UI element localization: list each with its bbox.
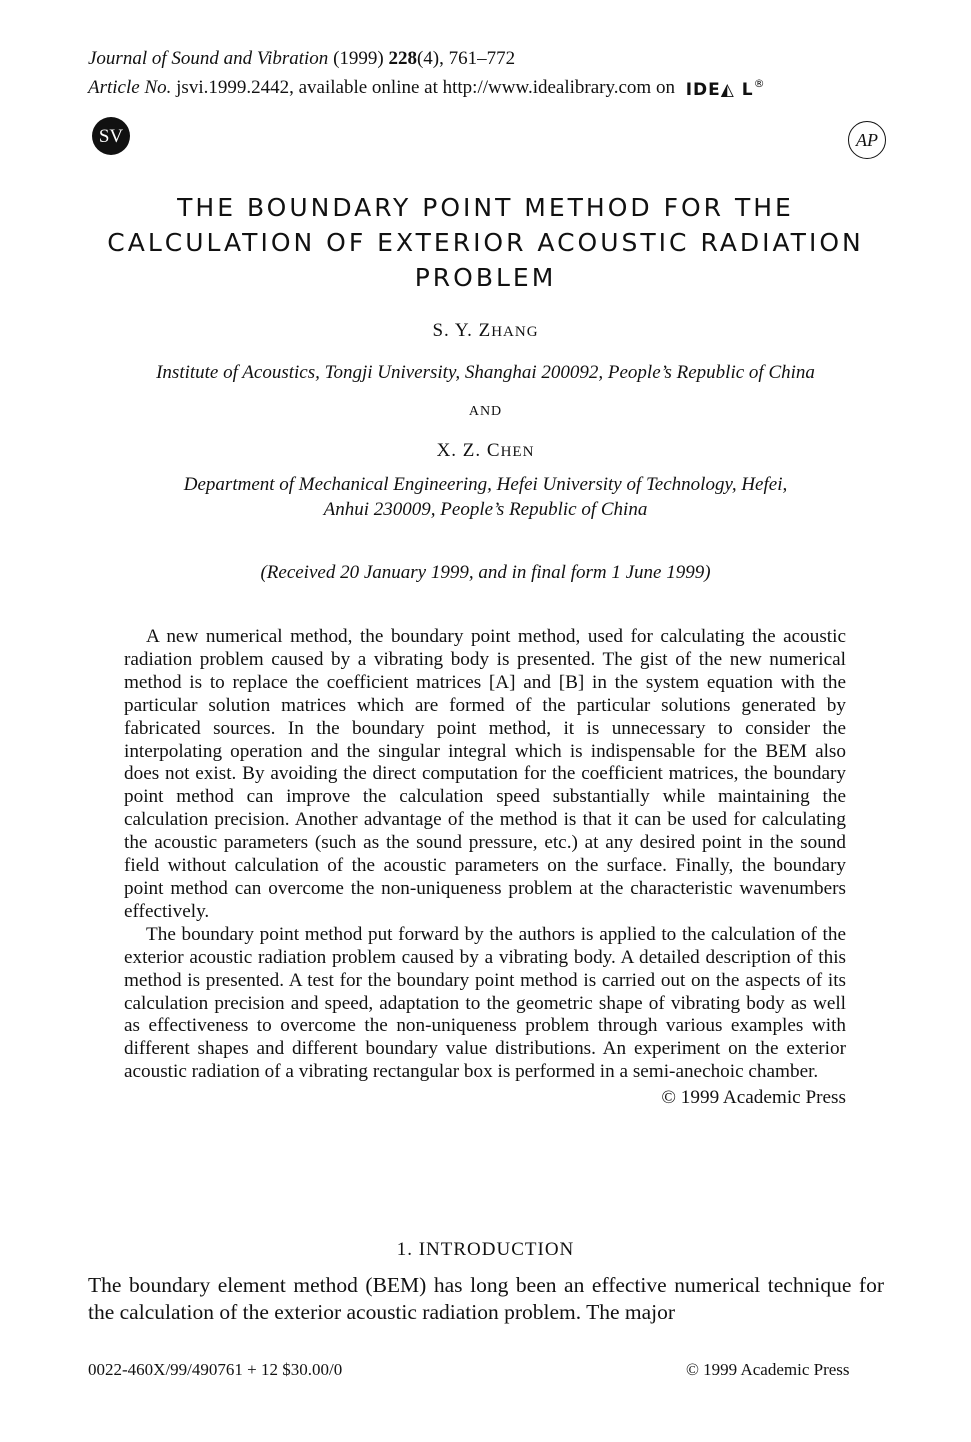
and-separator: AND xyxy=(468,404,503,419)
sv-publisher-logo: SV xyxy=(92,117,130,155)
ideal-logo-text: IDE◭ L xyxy=(685,80,754,100)
abstract-paragraph-2: The boundary point method put forward by the authors is applied to the calculation of the exterior acoustic radiation problem caused by a vibrating body. A detailed description of this method is presented. A test for the boundary point method is carried out on the aspects of its calculation precision and speed, adaptation to the geometric shape of vibrating body as well as effectiveness to overcome the non-uniqueness problem through various examples with different shapes and different boundary value distributions. An experiment on the exterior acoustic radiation of a vibrating rectangular box is performed in a semi-anechoic chamber. xyxy=(124,923,846,1083)
author-2-affiliation-line-1: Department of Mechanical Engineering, Hefei University of Technology, Hefei, xyxy=(183,474,788,495)
abstract xyxy=(124,626,846,1110)
author-1 xyxy=(60,320,911,342)
journal-name: Journal of Sound and Vibration xyxy=(88,48,329,69)
title-line-3: PROBLEM xyxy=(414,263,557,292)
registered-mark: ® xyxy=(753,77,766,90)
journal-volume: 228 xyxy=(388,48,417,69)
article-info: jsvi.1999.2442, available online at http://www.idealibrary.com on xyxy=(176,77,675,98)
ideal-logo xyxy=(686,71,766,103)
journal-header xyxy=(88,46,766,103)
author-2-surname: HEN xyxy=(500,444,535,460)
author-2-affiliation-line-2: Anhui 230009, People’s Republic of China xyxy=(323,499,648,520)
citation-line xyxy=(88,46,766,71)
footer-copyright: © 1999 Academic Press xyxy=(686,1360,850,1379)
received-dates: (Received 20 January 1999, and in final form 1 June 1999) xyxy=(260,562,711,583)
author-2-affiliation xyxy=(60,472,911,522)
abstract-paragraph-1: A new numerical method, the boundary point method, used for calculating the acoustic radiation problem caused by a vibrating body is presented. The gist of the new numerical method is to replace the coefficient matrices [A] and [B] in the system equation with the particular solution matrices which are formed of the particular solutions generated by fabricated sources. In the boundary point method, it is unnecessary to consider the interpolating operation and the singular integral which is indispensable for the BEM also does not exist. By avoiding the direct computation for the coefficient matrices, the boundary point method can improve the calculation speed substantially while maintaining the calculation precision. Another advantage of the method is that it can be used for calculating the acoustic parameters (such as the sound pressure, etc.) at any desired point in the sound field without calculation of the acoustic parameters on the surface. Finally, the boundary point method can overcome the non-uniqueness problem at the characteristic wavenumbers effectively. xyxy=(124,626,846,922)
author-2 xyxy=(60,440,911,462)
author-1-surname: HANG xyxy=(491,324,539,340)
title-line-2: CALCULATION OF EXTERIOR ACOUSTIC RADIATION xyxy=(107,228,864,257)
author-1-initials: S. Y. Z xyxy=(432,320,492,341)
article-label: Article No. xyxy=(88,77,172,98)
abstract-copyright: © 1999 Academic Press xyxy=(661,1087,846,1109)
author-2-initials: X. Z. C xyxy=(436,440,501,461)
author-1-affiliation: Institute of Acoustics, Tongji University, Shanghai 200092, People’s Republic of China xyxy=(156,362,815,383)
journal-year: (1999) xyxy=(333,48,384,69)
paper-title xyxy=(60,190,911,295)
introduction-text: The boundary element method (BEM) has long been an effective numerical technique for the calculation of the exterior acoustic radiation problem. The major xyxy=(88,1273,884,1324)
ap-publisher-logo: AP xyxy=(848,121,886,159)
section-heading: 1. INTRODUCTION xyxy=(396,1239,575,1260)
article-line xyxy=(88,71,766,103)
journal-issue-pages: (4), 761–772 xyxy=(416,48,516,69)
footer-code: 0022-460X/99/490761 + 12 $30.00/0 xyxy=(88,1360,343,1379)
title-line-1: THE BOUNDARY POINT METHOD FOR THE xyxy=(177,193,794,222)
